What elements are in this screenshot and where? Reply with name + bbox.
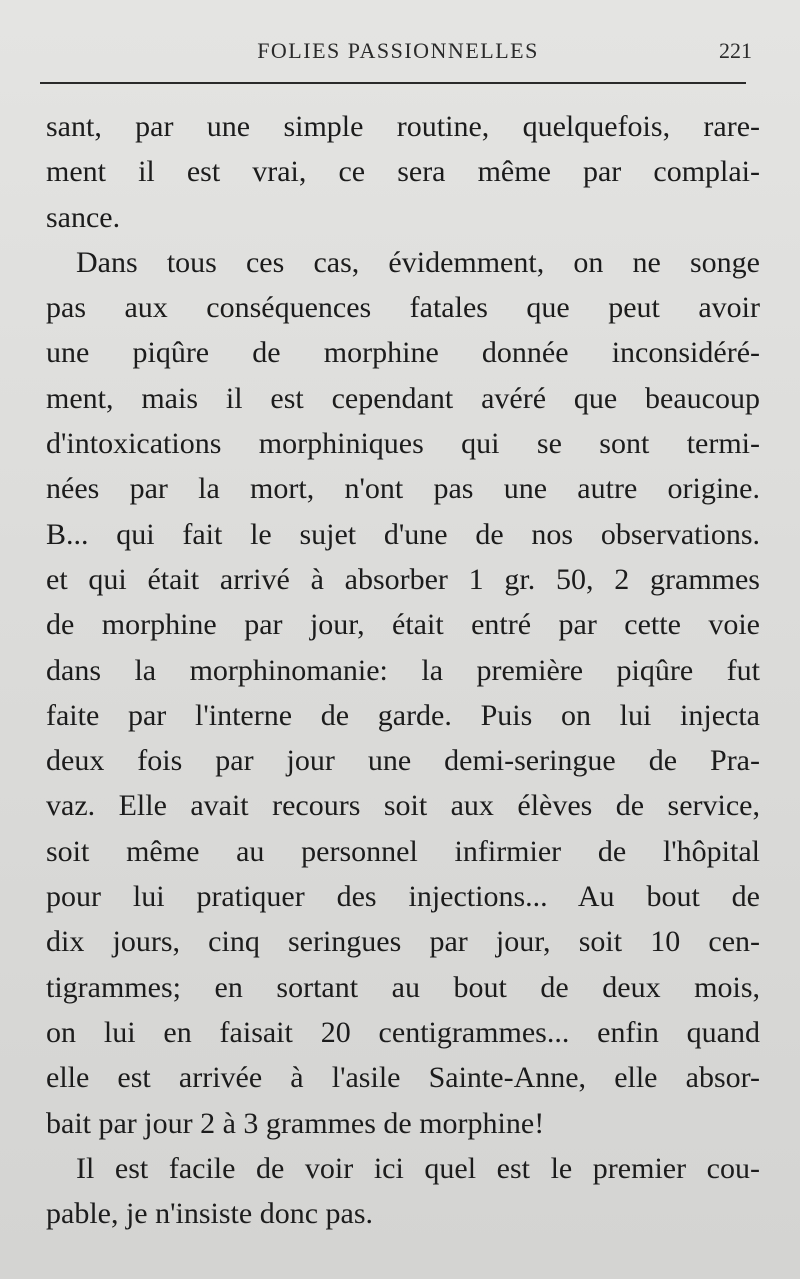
text-line: une piqûre de morphine donnée inconsidéré- [46,336,760,370]
text-line: elle est arrivée à l'asile Sainte-Anne, elle absor- [46,1061,760,1095]
running-head [42,34,754,74]
text-line: sant, par une simple routine, quelquefois, rare- [46,110,760,143]
text-line: faite par l'interne de garde. Puis on lui injecta [46,698,760,732]
header-rule [40,82,746,84]
text-line: dans la morphinomanie: la première piqûre fut [46,653,760,687]
text-line: et qui était arrivé à absorber 1 gr. 50, 2 grammes [46,562,760,596]
text-line: deux fois par jour une demi-seringue de Pra- [46,744,760,778]
text-line: dix jours, cinq seringues par jour, soit 10 cen- [46,925,760,959]
text-line: vaz. Elle avait recours soit aux élèves de service, [46,789,760,823]
text-line: bait par jour 2 à 3 grammes de morphine! [46,1106,545,1140]
text-line: de morphine par jour, était entré par cette voie [46,608,760,642]
running-title: FOLIES PASSIONNELLES [257,38,539,63]
text-line: pour lui pratiquer des injections... Au bout de [46,880,760,914]
text-line: soit même au personnel infirmier de l'hôpital [46,834,760,868]
page-number: 221 [719,38,752,63]
text-line: nées par la mort, n'ont pas une autre origine. [46,472,760,506]
text-line: ment il est vrai, ce sera même par complai- [46,155,760,189]
text-line: B... qui fait le sujet d'une de nos observations. [46,517,760,551]
paragraph-first-line: Dans tous ces cas, évidemment, on ne songe [76,245,760,279]
text-line: d'intoxications morphiniques qui se sont termi- [46,427,760,461]
text-line: ment, mais il est cependant avéré que beaucoup [46,381,760,415]
text-line: pable, je n'insiste donc pas. [46,1197,373,1231]
text-line: pas aux conséquences fatales que peut avoir [46,291,760,325]
body-text [46,104,760,1236]
text-line: tigrammes; en sortant au bout de deux mois, [46,970,760,1004]
text-line: on lui en faisait 20 centigrammes... enfin quand [46,1015,760,1049]
paragraph-first-line: Il est facile de voir ici quel est le premier cou- [76,1151,760,1185]
text-line: sance. [46,200,121,234]
